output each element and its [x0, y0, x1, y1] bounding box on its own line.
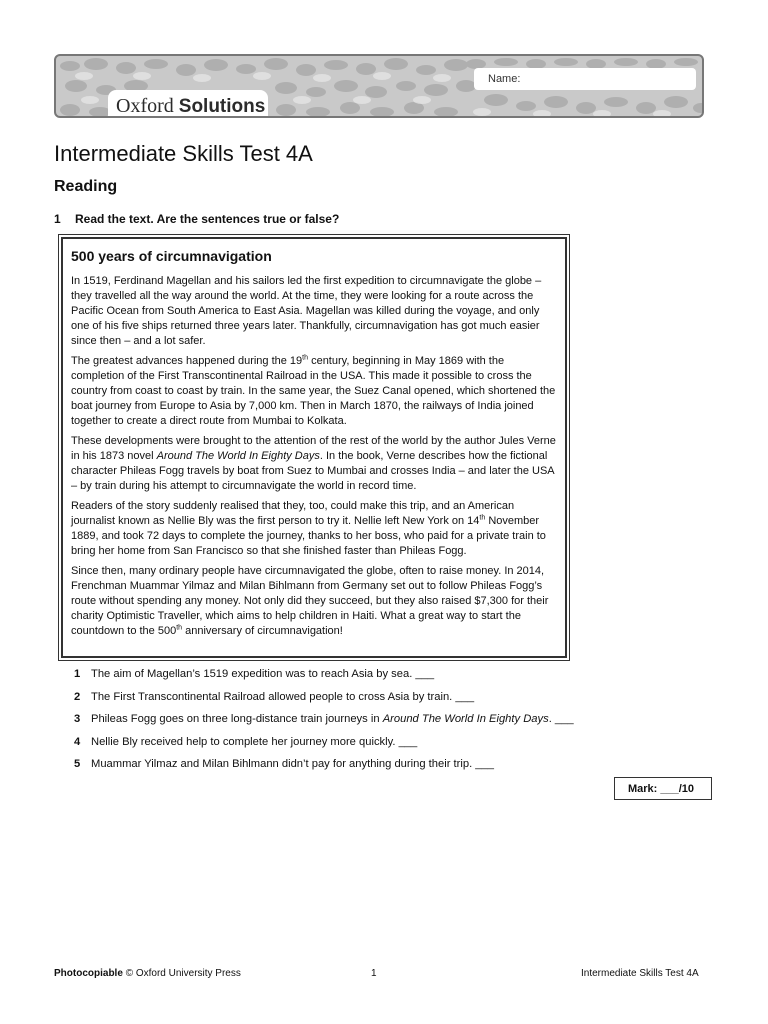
logo-word-oxford: Oxford: [116, 95, 174, 117]
paragraph-2-text-a: The greatest advances happened during the 19: [71, 355, 303, 367]
paragraph-5-text-b: anniversary of circumnavigation!: [182, 625, 343, 637]
book-title: Around The World In Eighty Days: [156, 450, 320, 462]
question-item-text-a: Phileas Fogg goes on three long-distance train journeys in: [91, 713, 383, 725]
footer-copyright: [54, 968, 241, 979]
question-item-number: 3: [74, 713, 81, 725]
paragraph-4-text-a: Readers of the story suddenly realised that they, too, could make this trip, and an American journalist known as Nellie Bly was the first person to try it. Nellie left New York on 14: [71, 500, 515, 527]
superscript: th: [302, 354, 309, 362]
superscript: th: [176, 624, 183, 632]
page-title: Intermediate Skills Test 4A: [54, 141, 313, 166]
photocopiable-label: Photocopiable: [54, 968, 123, 979]
paragraph-5-text-a: Since then, many ordinary people have circumnavigated the globe, often to raise money. In 2014, Frenchman Muammar Yilmaz and Milan Bihlmann from Germany set out to follow Phileas Fogg’s route without spending any money. Not only did they succeed, but they also raised $7,300 for their charity Optimistic Traveller, which aims to help children in Haiti. What a great way to start the countdown to the 500: [71, 565, 549, 637]
section-title: Reading: [54, 178, 118, 195]
logo-word-solutions: Solutions: [178, 96, 266, 117]
paragraph-2-text-b: century, beginning in May 1869 with the completion of the First Transcontinental Railroad in the USA. This made it possible to cross the country from coast to coast by train. In the same year, the Suez Canal opened, which shortened the boat journey from Europe to Asia by 7,000 km. Then in March 1870, the railways of India joined together to create a direct route from Mumbai to Kolkata.: [71, 355, 556, 427]
question-number: 1: [54, 212, 61, 226]
question-item-number: 2: [74, 690, 81, 703]
question-list: [74, 666, 694, 779]
question-item[interactable]: [74, 711, 694, 734]
question-item[interactable]: [74, 756, 694, 779]
superscript: th: [479, 514, 486, 522]
question-item-book-title: Around The World In Eighty Days: [382, 713, 549, 725]
reading-text-box: [58, 234, 570, 661]
question-item-text: The First Transcontinental Railroad allowed people to cross Asia by train. ___: [91, 690, 475, 703]
footer-test-name: Intermediate Skills Test 4A: [581, 968, 699, 979]
header-banner: [54, 54, 704, 118]
question-item-text: Nellie Bly received help to complete her journey more quickly. ___: [91, 735, 418, 748]
paragraph-3-text-a: These developments were brought to the attention of the rest of the world by the author Jules Verne in his 1873 novel: [71, 435, 556, 462]
question-instruction: [54, 212, 339, 226]
question-item[interactable]: [74, 734, 694, 757]
mark-box[interactable]: Mark: ___/10: [614, 777, 712, 800]
page-number: 1: [371, 968, 377, 979]
oxford-solutions-logo: [116, 95, 265, 118]
question-item-text: Muammar Yilmaz and Milan Bihlmann didn’t pay for anything during their trip. ___: [91, 758, 494, 770]
paragraph-3-text-b: . In the book, Verne describes how the fictional character Phileas Fogg travels by boat from Suez to Mumbai and crosses India – and later the USA – by train during his attempt to circumnavigate the world in record time.: [71, 450, 555, 492]
paragraph-3: [71, 434, 557, 494]
question-item-number: 4: [74, 735, 81, 748]
question-item[interactable]: [74, 689, 694, 712]
paragraph-4-text-b: November 1889, and took 72 days to complete the journey, thanks to her boss, who paid for a private train to bring her home from San Francisco so that she finished faster than Phileas Fogg.: [71, 515, 546, 557]
question-item-text: The aim of Magellan’s 1519 expedition was to reach Asia by sea. ___: [91, 668, 435, 680]
article-title: 500 years of circumnavigation: [71, 248, 272, 264]
question-item[interactable]: [74, 666, 694, 689]
paragraph-5: [71, 564, 557, 639]
instruction-text: Read the text. Are the sentences true or false?: [75, 212, 340, 226]
name-field[interactable]: Name:: [474, 68, 696, 90]
paragraph-4: [71, 499, 557, 559]
paragraph-2: [71, 354, 557, 429]
question-item-number: 5: [74, 758, 81, 770]
question-item-number: 1: [74, 668, 81, 680]
publisher-text: © Oxford University Press: [125, 968, 241, 979]
question-item-text-b: . ___: [548, 713, 574, 725]
logo-background: [108, 90, 268, 118]
paragraph-1: In 1519, Ferdinand Magellan and his sailors led the first expedition to circumnavigate the globe – they travelled all the way around the world. At the time, they were looking for a route across the Pacific Ocean from South America to East Asia. Magellan was killed during the voyage, and only one of his five ships returned three years later. Thankfully, circumnavigation has got much easier since then – and a lot safer.: [71, 275, 542, 347]
